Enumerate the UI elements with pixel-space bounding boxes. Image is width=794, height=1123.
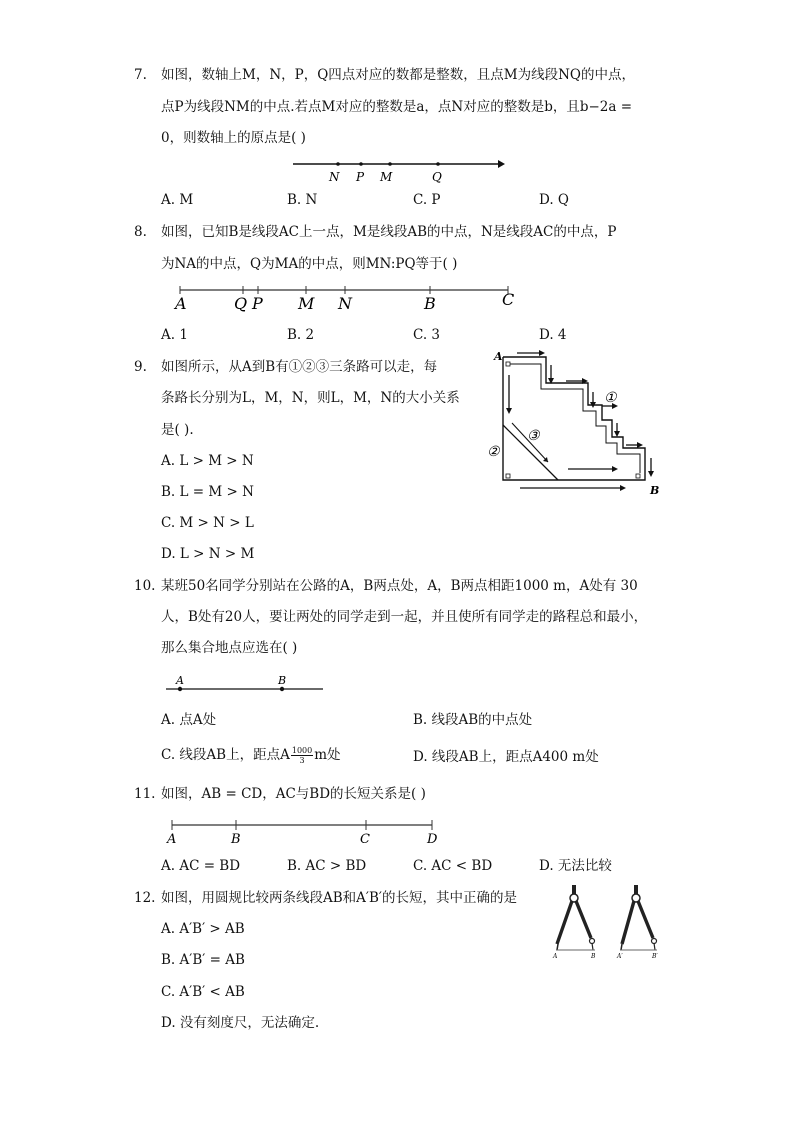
- question-9-text-line-3: 是( ).: [161, 422, 194, 438]
- question-10-option-a[interactable]: A. 点A处: [161, 712, 217, 728]
- question-9-text-line-1: 如图所示，从A到B有①②③三条路可以走，每: [161, 359, 438, 375]
- label-b: B: [650, 484, 660, 497]
- question-9-number: 9.: [134, 359, 147, 375]
- question-12-option-c[interactable]: C. A′B′ < AB: [161, 984, 245, 1000]
- question-9-option-d[interactable]: D. L > N > M: [161, 546, 255, 562]
- question-12-option-b[interactable]: B. A′B′ = AB: [161, 952, 245, 968]
- question-11-option-b[interactable]: B. AC > BD: [287, 858, 367, 874]
- question-8-text-line-2: 为NA的中点，Q为MA的中点，则MN:PQ等于( ): [161, 256, 458, 272]
- question-10-option-b[interactable]: B. 线段AB的中点处: [413, 712, 533, 728]
- label-a: A: [167, 832, 177, 847]
- question-7-option-b[interactable]: B. N: [287, 192, 318, 208]
- label-d: D: [427, 832, 438, 847]
- label-q: Q: [432, 170, 442, 184]
- question-9-option-b[interactable]: B. L = M > N: [161, 484, 254, 500]
- question-7-text-line-2: 点P为线段NM的中点.若点M对应的整数是a，点N对应的整数是b，且b−2a =: [161, 99, 633, 115]
- question-7-option-c[interactable]: C. P: [413, 192, 441, 208]
- question-8-option-b[interactable]: B. 2: [287, 327, 315, 343]
- label-c: C: [502, 290, 515, 309]
- question-10-text-line-1: 某班50名同学分别站在公路的A，B两点处，A，B两点相距1000 m，A处有 30: [161, 578, 638, 594]
- label-path-3: ③: [527, 428, 540, 444]
- label-n: N: [338, 294, 352, 313]
- question-10-option-d[interactable]: D. 线段AB上，距点A400 m处: [413, 749, 599, 765]
- label-c: C: [360, 832, 370, 847]
- label-path-1: ①: [604, 390, 617, 406]
- question-7-text-line-1: 如图，数轴上M，N，P，Q四点对应的数都是整数，且点M为线段NQ的中点，: [161, 67, 635, 83]
- question-9-option-c[interactable]: C. M > N > L: [161, 515, 254, 531]
- question-12-text-line-1: 如图，用圆规比较两条线段AB和A′B′的长短，其中正确的是: [161, 890, 517, 906]
- option-c-prefix: C. 线段AB上，距点A: [161, 747, 290, 763]
- question-8-number: 8.: [134, 224, 147, 240]
- question-11-option-c[interactable]: C. AC < BD: [413, 858, 493, 874]
- question-9-option-a[interactable]: A. L > M > N: [161, 453, 254, 469]
- question-12-option-a[interactable]: A. A′B′ > AB: [161, 921, 245, 937]
- label-b: B: [591, 953, 596, 960]
- question-11-option-a[interactable]: A. AC = BD: [161, 858, 241, 874]
- label-b: B: [278, 674, 287, 687]
- question-12-number: 12.: [134, 890, 156, 906]
- label-m: M: [298, 294, 315, 313]
- question-7-number: 7.: [134, 67, 147, 83]
- question-8-option-c[interactable]: C. 3: [413, 327, 441, 343]
- question-8-option-a[interactable]: A. 1: [161, 327, 188, 343]
- option-c-suffix: m处: [314, 747, 341, 763]
- fraction-numerator: 1000: [291, 746, 313, 755]
- question-10-text-line-3: 那么集合地点应选在( ): [161, 640, 298, 656]
- label-a: A: [176, 674, 184, 687]
- question-7-option-a[interactable]: A. M: [161, 192, 194, 208]
- label-p: P: [356, 170, 365, 184]
- question-11-number: 11.: [134, 786, 156, 802]
- label-b: B: [231, 832, 241, 847]
- fraction-denominator: 3: [299, 756, 305, 765]
- label-p: P: [252, 294, 263, 313]
- compass-right: [620, 885, 657, 950]
- label-path-2: ②: [487, 444, 500, 460]
- question-9-text-line-2: 条路长分别为L，M，N，则L，M，N的大小关系: [161, 390, 460, 406]
- question-11-option-d[interactable]: D. 无法比较: [539, 858, 612, 874]
- question-10-number: 10.: [134, 578, 156, 594]
- question-7-text-line-3: 0，则数轴上的原点是( ): [161, 130, 306, 146]
- label-b-prime: B′: [652, 953, 658, 960]
- question-7-option-d[interactable]: D. Q: [539, 192, 569, 208]
- label-a-prime: A′: [617, 953, 623, 960]
- label-q: Q: [234, 294, 248, 313]
- question-12-option-d[interactable]: D. 没有刻度尺，无法确定.: [161, 1015, 320, 1031]
- label-m: M: [380, 170, 393, 184]
- question-8-text-line-1: 如图，已知B是线段AC上一点，M是线段AB的中点，N是线段AC的中点，P: [161, 224, 617, 240]
- label-a: A: [175, 294, 187, 313]
- label-b: B: [424, 294, 436, 313]
- question-10-text-line-2: 人，B处有20人，要让两处的同学走到一起，并且使所有同学走的路程总和最小，: [161, 609, 648, 625]
- label-a: A: [553, 953, 558, 960]
- question-8-option-d[interactable]: D. 4: [539, 327, 567, 343]
- question-11-text-line-1: 如图，AB = CD，AC与BD的长短关系是( ): [161, 786, 426, 802]
- compass-left: [556, 885, 595, 950]
- label-n: N: [329, 170, 340, 184]
- label-a: A: [494, 350, 503, 363]
